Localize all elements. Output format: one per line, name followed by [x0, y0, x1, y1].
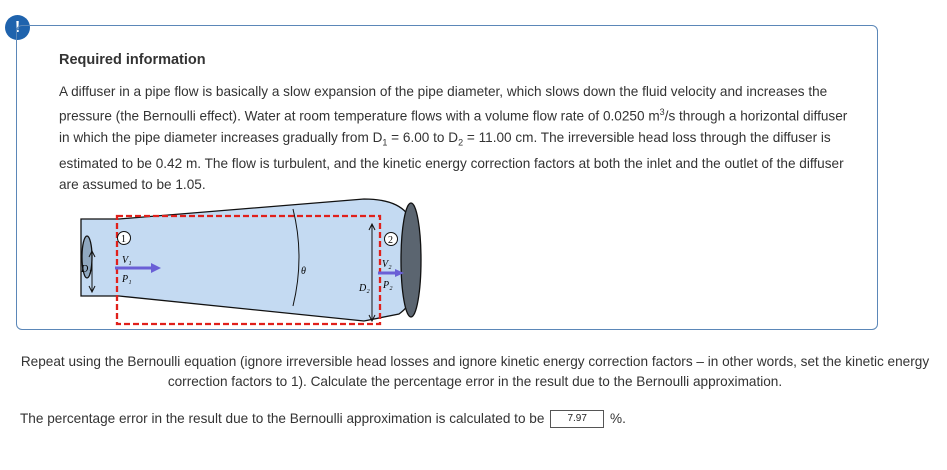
- v1-label: V₁: [122, 255, 132, 266]
- v2-label: V₂: [382, 259, 392, 270]
- station-1-label: 1: [121, 234, 126, 245]
- theta-label: θ: [301, 266, 306, 277]
- question-text: Repeat using the Bernoulli equation (ignore irreversible head losses and ignore kinetic energy correction factors – in other words, set the kinetic energy correction factors to 1). Calculate the percentage error in the result due to the Bernoulli approximation.: [20, 354, 930, 389]
- p1-label: P₁: [122, 274, 132, 285]
- outlet-end: [401, 203, 421, 317]
- d2-label: D₂: [359, 283, 370, 294]
- answer-unit: %.: [609, 411, 626, 426]
- d1-label: D₁: [81, 264, 92, 275]
- required-information-card: [16, 25, 878, 330]
- answer-line: [20, 409, 626, 429]
- problem-statement: A diffuser in a pipe flow is basically a slow expansion of the pipe diameter, which slows down the fluid velocity and increases the pressure (the Bernoulli effect). Water at room temperature flows with a volume flow rate of 0.0250 $m^3/s$ through a horizontal diffuser in which the pipe diameter increases gradually from $D_1 = 6.00$ to $D_2 = 11.00$ cm. The irreversible head loss through the diffuser is estimated to be 0.42 m. The flow is turbulent, and the kinetic energy correction factors at both the inlet and the outlet of the diffuser are assumed to be 1.05.: [59, 84, 848, 193]
- diffuser-diagram: [69, 194, 439, 329]
- card-title: Required information: [59, 52, 206, 68]
- station-2-label: 2: [388, 235, 393, 246]
- alert-icon: !: [5, 15, 30, 40]
- p2-label: P₂: [383, 280, 393, 291]
- answer-prefix: The percentage error in the result due to the Bernoulli approximation is calculated to be: [20, 411, 545, 426]
- answer-input[interactable]: [550, 410, 604, 428]
